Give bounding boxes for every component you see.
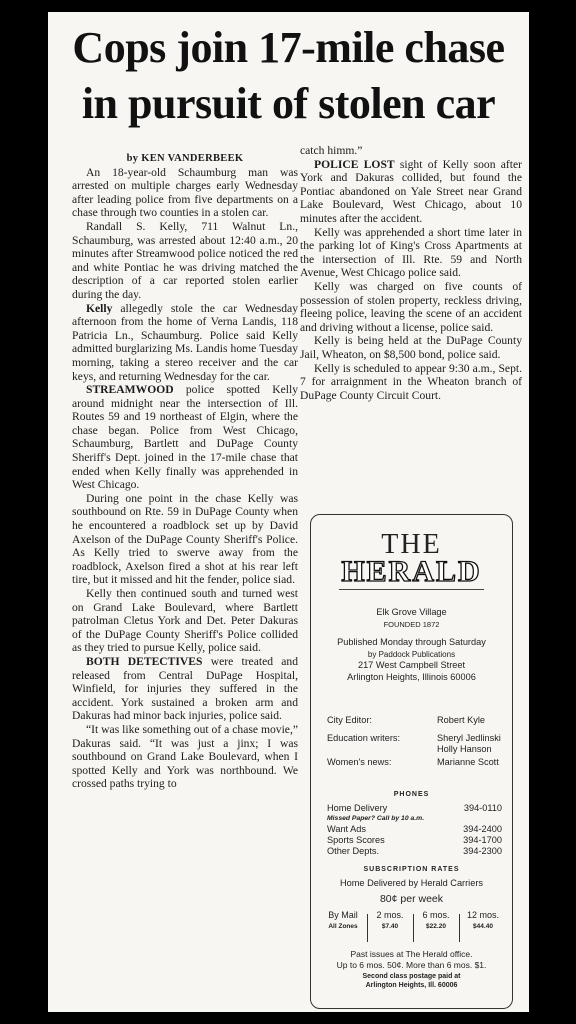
mail-rate-bottom: $44.40 — [473, 923, 493, 930]
rates-delivery: Home Delivered by Herald Carriers — [340, 878, 483, 888]
past-issues — [311, 949, 512, 970]
headline-line-1: Cops join 17-mile chase — [72, 23, 505, 72]
paragraph-text: Kelly then continued south and turned west on Grand Lake Boulevard, where Bartlett patrolman Cletus York and Det. Peter Dakuras of the DuPage County Sheriff's Police collided as they tried to pursue Kelly, police said. — [72, 587, 298, 655]
phone-number: 394-0110 — [463, 803, 502, 813]
paragraph-text: An 18-year-old Schaumburg man was arrested on multiple charges early Wednesday after leading police from five departments on a chase through two counties in a stolen car. — [72, 165, 298, 220]
mail-rate-bottom: $22.20 — [426, 923, 446, 930]
postage-note — [311, 973, 512, 990]
phone-label: Missed Paper? Call by 10 a.m. — [327, 815, 425, 822]
phone-label: Home Delivery — [327, 803, 388, 813]
mail-rate-top: 6 mos. — [422, 910, 450, 920]
article-paragraph — [72, 492, 298, 587]
headline-line-2: in pursuit of stolen car — [81, 79, 496, 128]
staff-role: City Editor: — [327, 715, 372, 725]
paragraph-lead: STREAMWOOD — [86, 383, 174, 397]
rates-heading: SUBSCRIPTION RATES — [363, 866, 460, 873]
article-paragraph — [72, 302, 298, 384]
phone-label: Want Ads — [327, 824, 366, 834]
article-paragraph — [300, 362, 522, 403]
paragraph-text: Randall S. Kelly, 711 Walnut Ln., Schaumburg, was arrested about 12:40 a.m., 20 minutes after Streamwood police noticed the red and white Pontiac he was driving matched the description of a car reported stolen earlier during the day. — [72, 219, 298, 301]
mail-rate-bottom: All Zones — [328, 923, 358, 930]
mail-rate-bottom: $7.40 — [381, 923, 399, 930]
phone-number: 394-2400 — [463, 824, 502, 834]
phone-label: Other Depts. — [327, 846, 380, 856]
paragraph-text: During one point in the chase Kelly was southbound on Rte. 59 in DuPage County when he encountered a roadblock set up by David Axelson of the DuPage County Sheriff's Police. As Kelly tried to swerve away from the roadblock, Axelson fired a shot at his rear left tire, but it missed and hit the fender, police siad. — [72, 491, 298, 587]
staff-name: Sheryl Jedlinski — [437, 733, 501, 743]
postage-line: Second class postage paid at — [362, 973, 461, 980]
article-paragraph — [72, 383, 298, 492]
past-issues-line: Up to 6 mos. 50¢. More than 6 mos. $1. — [336, 959, 487, 970]
headline — [48, 20, 529, 132]
staff-name: Holly Hanson — [437, 744, 492, 754]
masthead-box — [310, 514, 513, 1009]
article-paragraph — [300, 158, 522, 226]
masthead-location: Elk Grove Village — [376, 607, 447, 617]
postage-line: Arlington Heights, Ill. 60006 — [365, 981, 458, 989]
mail-rate-cell — [369, 910, 411, 946]
paragraph-text: “It was like something out of a chase movie,” Dakuras said. “It was just a jinx; I was southbound on Grand Lake Boulevard, when I spotted Kelly and York was northbound. We crossed paths trying to — [72, 722, 298, 791]
paragraph-text: Kelly is being held at the DuPage County Jail, Wheaton, on $8,500 bond, police said. — [300, 334, 522, 361]
mail-rate-cell — [461, 910, 505, 946]
paragraph-lead: Kelly — [86, 301, 113, 315]
mail-rate-top: 12 mos. — [466, 910, 499, 920]
article-paragraph — [300, 144, 522, 158]
paragraph-text: police spotted Kelly around midnight near the intersection of Ill. Routes 59 and 19 northeast of Elgin, where the chase began. Police from West Chicago, Schaumburg, Bartlett and DuPage County Sheriff's Dept. joined in the 17-mile chase that ended when Kelly finally was apprehended in West Chicago. — [72, 383, 298, 492]
paragraph-lead: POLICE LOST — [314, 157, 395, 171]
masthead-the: THE — [381, 529, 442, 560]
staff-role: Women's news: — [327, 757, 392, 767]
article-paragraph — [300, 226, 522, 280]
past-issues-line: Past issues at The Herald office. — [350, 949, 473, 959]
mail-rate-cell — [321, 910, 365, 946]
article-column-left — [72, 152, 298, 791]
staff-name: Marianne Scott — [437, 757, 499, 767]
mail-rates-table — [321, 910, 504, 946]
article-paragraph — [72, 723, 298, 791]
paragraph-text: Kelly was apprehended a short time later in the parking lot of King's Cross Apartments at the intersection of Ill. Rte. 59 and North Avenue, West Chicago police said. — [300, 225, 522, 280]
masthead-herald-logo: HERALD — [341, 555, 482, 588]
publisher-line: Published Monday through Saturday — [337, 637, 486, 647]
phones-heading: PHONES — [393, 791, 430, 798]
article-column-right — [300, 144, 522, 402]
staff-role: Education writers: — [327, 733, 401, 743]
masthead-founded: FOUNDED 1872 — [383, 620, 440, 629]
article-paragraph — [72, 220, 298, 302]
newspaper-clipping — [48, 12, 529, 1012]
mail-rate-cell — [415, 910, 457, 946]
publisher-line: 217 West Campbell Street — [357, 660, 466, 670]
phone-label: Sports Scores — [327, 835, 385, 845]
paragraph-text: Kelly is scheduled to appear 9:30 a.m., Sept. 7 for arraignment in the Wheaton branch of DuPage County Circuit Court. — [300, 361, 522, 402]
mail-rate-divider — [413, 914, 414, 942]
article-paragraph — [300, 280, 522, 334]
article-paragraph — [72, 166, 298, 220]
article-paragraph — [72, 655, 298, 723]
publisher-line: by Paddock Publications — [367, 649, 456, 659]
publisher-line: Arlington Heights, Illinois 60006 — [347, 671, 476, 682]
staff-name: Robert Kyle — [437, 715, 486, 725]
rate-weekly: 80¢ per week — [379, 893, 444, 905]
article-paragraph — [72, 587, 298, 655]
paragraph-lead: BOTH DETECTIVES — [86, 654, 203, 668]
mail-rate-divider — [367, 914, 368, 942]
left-paragraphs — [72, 166, 298, 791]
right-paragraphs — [300, 144, 522, 402]
masthead-rule — [339, 589, 484, 590]
mail-rate-top: By Mail — [328, 910, 358, 920]
phone-number: 394-1700 — [463, 835, 502, 845]
paragraph-text: catch himm.” — [300, 144, 363, 157]
mail-rate-top: 2 mos. — [376, 910, 404, 920]
phone-number: 394-2300 — [463, 846, 502, 856]
masthead-publisher — [311, 637, 512, 683]
paragraph-text: Kelly was charged on five counts of possession of stolen property, reckless driving, fleeing police, leaving the scene of an accident and driving without a license, police said. — [300, 279, 522, 334]
byline: by KEN VANDERBEEK — [126, 153, 244, 164]
mail-rate-divider — [459, 914, 460, 942]
paragraph-text: allegedly stole the car Wednesday afternoon from the home of Verna Landis, 118 Patricia Ln., Schaumburg. Police said Kelly admitted burglarizing Ms. Landis home Tuesday morning, taking a stereo receiver and the car keys, and returning Wednesday for the car. — [72, 301, 298, 383]
article-paragraph — [300, 334, 522, 361]
paragraph-text: were treated and released from Central DuPage Hospital, Winfield, for injuries they suffered in the accident. York sustained a broken arm and Dakuras had minor back injuries, police said. — [72, 654, 298, 723]
paragraph-text: sight of Kelly soon after York and Dakuras collided, but found the Pontiac abandoned on Yale Street near Grand Lake Boulevard, West Chicago, about 10 minutes after the accident. — [300, 157, 523, 225]
